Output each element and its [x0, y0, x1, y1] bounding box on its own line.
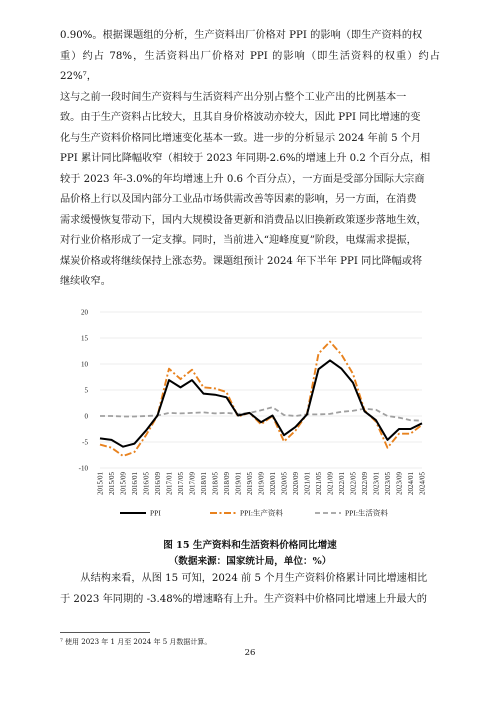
text-line: PPI 累计同比降幅收窄（相较于 2023 年同期-2.6%的增速上升 0.2 个百分点，相: [60, 153, 431, 164]
x-tick-label: 2020/09: [292, 472, 300, 495]
text-line: 于 2023 年同期的 -3.48%的增速略有上升。生产资料中价格同比增速上升最大的: [60, 593, 427, 605]
text-line: 品价格上行以及国内部分工业品市场供需改善等因素的影响，另一方面，在消费: [60, 194, 417, 205]
x-tick-label: 2024/01: [407, 472, 415, 495]
text-line: 这与之前一段时间生产资料与生活资料产出分别占整个工业产出的比例基本一: [60, 91, 407, 103]
y-axis-ticks: [79, 309, 89, 473]
x-tick-label: 2023/05: [384, 472, 392, 495]
y-tick-label: 20: [81, 308, 88, 317]
text-line: 需求缓慢恢复带动下，国内大规模设备更新和消费品以旧换新政策逐步落地生效，: [60, 214, 427, 226]
x-tick-label: 2017/09: [188, 472, 197, 495]
x-tick-label: 2020/05: [280, 472, 289, 495]
y-tick-label: 0: [84, 412, 88, 421]
text-line: 重）约占 78%，生活资料出厂价格对 PPI 的影响（即生活资料的权重）约占 22%⁷，: [60, 50, 440, 82]
text-line: 化与生产资料价格同比增速变化基本一致。进一步的分析显示 2024 年前 5 个月: [60, 132, 422, 144]
x-axis-ticks: [97, 472, 427, 495]
x-tick-label: 2023/09: [395, 472, 404, 495]
y-tick-label: 5: [84, 386, 88, 395]
x-tick-label: 2021/01: [303, 472, 312, 495]
x-tick-label: 2017/05: [177, 472, 185, 495]
price-growth-chart: [60, 300, 440, 528]
legend-label: PPI: [150, 508, 161, 518]
x-tick-label: 2015/09: [119, 472, 128, 495]
x-tick-label: 2019/01: [234, 472, 243, 495]
x-tick-label: 2018/09: [223, 472, 231, 495]
x-tick-label: 2015/01: [96, 472, 105, 495]
x-tick-label: 2016/09: [154, 472, 162, 495]
text-line: 0.90%。根据课题组的分析，生产资料出厂价格对 PPI 的影响（即生产资料的权: [60, 30, 423, 41]
figure-source: （数据来源：国家统计局，单位：%）: [168, 556, 332, 567]
x-tick-label: 2016/05: [142, 472, 151, 495]
text-line: 对行业价格形成了一定支撑。同时，当前进入“迎峰度夏”阶段，电煤需求提振，: [60, 235, 417, 246]
chart-legend: [120, 508, 388, 518]
x-tick-label: 2021/09: [326, 472, 335, 495]
footnote: ⁷ 使用 2023 年 1 月至 2024 年 5 月数据计算。: [60, 638, 212, 646]
body-paragraph-2: [60, 569, 440, 610]
x-tick-label: 2018/05: [211, 472, 220, 495]
x-tick-label: 2022/01: [338, 472, 346, 495]
x-tick-label: 2016/01: [131, 472, 139, 495]
text-line: 从结构来看，从图 15 可知，2024 前 5 个月生产资料价格累计同比增速相比: [80, 573, 428, 584]
legend-label: PPI:生产资料: [240, 508, 283, 518]
x-tick-label: 2021/05: [315, 472, 323, 495]
chart-gridlines: [100, 312, 422, 468]
y-tick-label: 10: [81, 360, 88, 369]
text-line: 致。由于生产资料占比较大，且其自身价格波动亦较大，因此 PPI 同比增速的变: [60, 112, 421, 123]
series-line-0: [100, 360, 422, 446]
x-tick-label: 2020/01: [269, 472, 277, 495]
footnote-divider: [60, 632, 150, 633]
figure-caption: 图 15 生产资料和生活资料价格同比增速: [163, 540, 337, 551]
x-tick-label: 2015/05: [108, 472, 116, 495]
text-line: 煤炭价格或将继续保持上涨态势。课题组预计 2024 年下半年 PPI 同比降幅或将: [60, 255, 423, 267]
chart-series: [100, 342, 422, 456]
body-paragraph-1: [60, 26, 440, 293]
page-number: 26: [244, 648, 256, 658]
legend-label: PPI:生活资料: [345, 508, 388, 518]
x-tick-label: 2022/09: [361, 472, 369, 495]
x-tick-label: 2023/01: [372, 472, 381, 495]
y-tick-label: -10: [78, 464, 88, 473]
x-tick-label: 2019/09: [257, 472, 266, 495]
series-line-1: [100, 342, 422, 456]
x-tick-label: 2017/01: [165, 472, 174, 495]
x-tick-label: 2024/05: [418, 472, 427, 495]
text-line: 继续收窄。: [60, 276, 111, 287]
text-line: 较于 2023 年-3.0%的年均增速上升 0.6 个百分点），一方面是受部分国际大宗商: [60, 173, 425, 185]
y-tick-label: -5: [82, 438, 88, 447]
x-tick-label: 2022/05: [349, 472, 358, 495]
x-tick-label: 2018/01: [200, 472, 208, 495]
x-tick-label: 2019/05: [246, 472, 254, 495]
y-tick-label: 15: [81, 334, 88, 343]
